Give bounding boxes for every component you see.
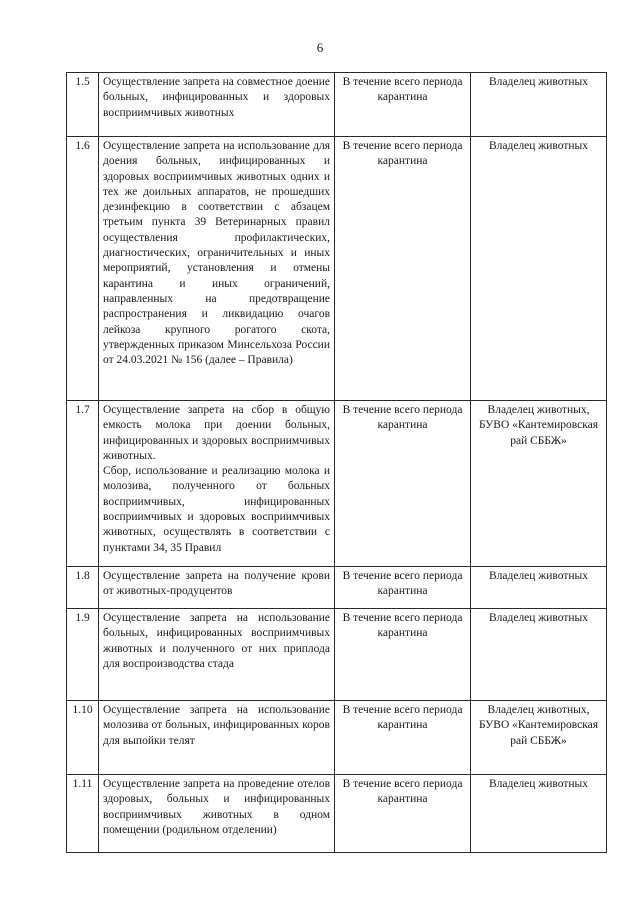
measure-paragraph: Осуществление запрета на совместное доение больных, инфицированных и здоровых восприимчивых животных	[103, 76, 330, 119]
measure-text	[99, 137, 335, 401]
period-text: В течение всего периода карантина	[335, 609, 471, 701]
measure-text	[99, 701, 335, 775]
table-row	[67, 775, 607, 853]
measure-text	[99, 401, 335, 567]
responsible-text: Владелец животных	[471, 137, 607, 401]
measure-text	[99, 567, 335, 609]
table-row	[67, 701, 607, 775]
page-number: 6	[316, 40, 324, 55]
measure-text	[99, 609, 335, 701]
period-text: В течение всего периода карантина	[335, 701, 471, 775]
period-text: В течение всего периода карантина	[335, 401, 471, 567]
row-number: 1.8	[67, 567, 99, 609]
row-number: 1.5	[67, 73, 99, 137]
measure-paragraph: Сбор, использование и реализацию молока и молозива, полученного от больных восприимчивых, инфицированных восприимчивых и здоровых восприимчивых животных, осуществлять в соответствии с пунктами 34, 35 Правил	[103, 465, 330, 554]
responsible-text: Владелец животных	[471, 775, 607, 853]
responsible-text: Владелец животных	[471, 567, 607, 609]
responsible-text: Владелец животных	[471, 73, 607, 137]
row-number: 1.10	[67, 701, 99, 775]
measures-table	[66, 72, 607, 853]
period-text: В течение всего периода карантина	[335, 775, 471, 853]
period-text: В течение всего периода карантина	[335, 567, 471, 609]
table-row	[67, 137, 607, 401]
row-number: 1.9	[67, 609, 99, 701]
table-row	[67, 609, 607, 701]
measure-paragraph: Осуществление запрета на использование молозива от больных, инфицированных коров для выпойки телят	[103, 704, 330, 747]
row-number: 1.7	[67, 401, 99, 567]
measure-text	[99, 775, 335, 853]
measure-paragraph: Осуществление запрета на проведение отелов здоровых, больных и инфицированных восприимчивых животных в одном помещении (родильном отделении)	[103, 778, 330, 836]
row-number: 1.11	[67, 775, 99, 853]
measure-paragraph: Осуществление запрета на использование для доения больных, инфицированных и здоровых восприимчивых животных одних и тех же доильных аппаратов, не прошедших дезинфекцию в соответствии с абзацем третьим пункта 39 Ветеринарных правил осуществления профилактических, диагностических, ограничительных и иных мероприятий, установления и отмены карантина и иных ограничений, направленных на предотвращение распространения и ликвидацию очагов лейкоза крупного рогатого скота, утвержденных приказом Минсельхоза России от 24.03.2021 № 156 (далее – Правила)	[103, 140, 330, 367]
responsible-text: Владелец животных, БУВО «Кантемировская рай СББЖ»	[471, 401, 607, 567]
table-row	[67, 73, 607, 137]
period-text: В течение всего периода карантина	[335, 137, 471, 401]
measure-paragraph: Осуществление запрета на использование больных, инфицированных восприимчивых животных и полученного от них приплода для воспроизводства стада	[103, 612, 330, 670]
row-number: 1.6	[67, 137, 99, 401]
measure-text	[99, 73, 335, 137]
responsible-text: Владелец животных	[471, 609, 607, 701]
table-row	[67, 567, 607, 609]
responsible-text: Владелец животных, БУВО «Кантемировская рай СББЖ»	[471, 701, 607, 775]
measure-paragraph: Осуществление запрета на получение крови от животных-продуцентов	[103, 570, 330, 598]
measure-paragraph: Осуществление запрета на сбор в общую емкость молока при доении больных, инфицированных и здоровых восприимчивых животных.	[103, 404, 330, 462]
table-row	[67, 401, 607, 567]
period-text: В течение всего периода карантина	[335, 73, 471, 137]
